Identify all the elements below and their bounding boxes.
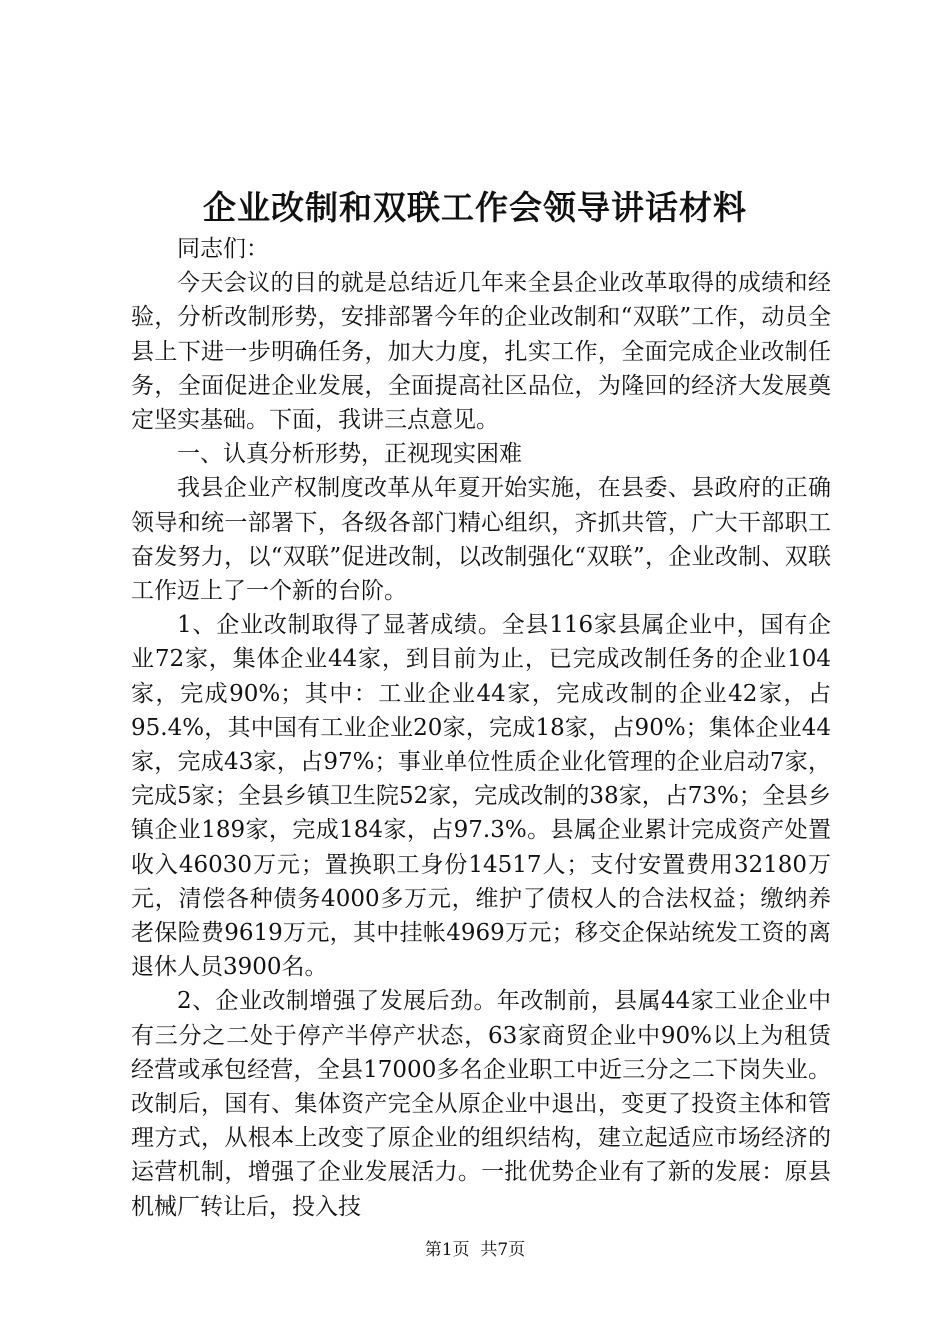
body-paragraph: 2、企业改制增强了发展后劲。年改制前，县属44家工业企业中有三分之二处于停产半停产状态，63家商贸企业中90%以上为租赁经营或承包经营，全县17000多名企业职工中近三分之二下岗失业。改制后，国有、集体资产完全从原企业中退出，变更了投资主体和管理方式，从根本上改变了原企业的组织结构，建立起适应市场经济的运营机制，增强了企业发展活力。一批优势企业有了新的发展：原县机械厂转让后，投入技	[131, 988, 831, 1220]
body-paragraph: 我县企业产权制度改革从年夏开始实施，在县委、县政府的正确领导和统一部署下，各级各部门精心组织，齐抓共管，广大干部职工奋发努力，以“双联”促进改制，以改制强化“双联”，企业改制、双联工作迈上了一个新的台阶。	[131, 475, 831, 605]
document-body	[131, 232, 831, 1224]
intro-paragraph: 今天会议的目的就是总结近几年来全县企业改革取得的成绩和经验，分析改制形势，安排部署今年的企业改制和“双联”工作，动员全县上下进一步明确任务，加大力度，扎实工作，全面完成企业改制任务，全面促进企业发展，全面提高社区品位，为隆回的经济大发展奠定坚实基础。下面，我讲三点意见。	[131, 270, 831, 434]
body-paragraph: 1、企业改制取得了显著成绩。全县116家县属企业中，国有企业72家，集体企业44家，到目前为止，已完成改制任务的企业104家，完成90%；其中：工业企业44家，完成改制的企业42家，占95.4%，其中国有工业企业20家，完成18家，占90%；集体企业44家，完成43家，占97%；事业单位性质企业化管理的企业启动7家，完成5家；全县乡镇卫生院52家，完成改制的38家，占73%；全县乡镇企业189家，完成184家，占97.3%。县属企业累计完成资产处置收入46030万元；置换职工身份14517人；支付安置费用32180万元，清偿各种债务4000多万元，维护了债权人的合法权益；缴纳养老保险费9619万元，其中挂帐4969万元；移交企保站统发工资的离退休人员3900名。	[131, 612, 831, 981]
section-heading: 一、认真分析形势，正视现实困难	[177, 441, 522, 468]
page-footer: 第1页 共7页	[424, 1240, 526, 1260]
document-title: 企业改制和双联工作会领导讲话材料	[203, 188, 747, 227]
salutation-paragraph: 同志们：	[177, 236, 269, 262]
